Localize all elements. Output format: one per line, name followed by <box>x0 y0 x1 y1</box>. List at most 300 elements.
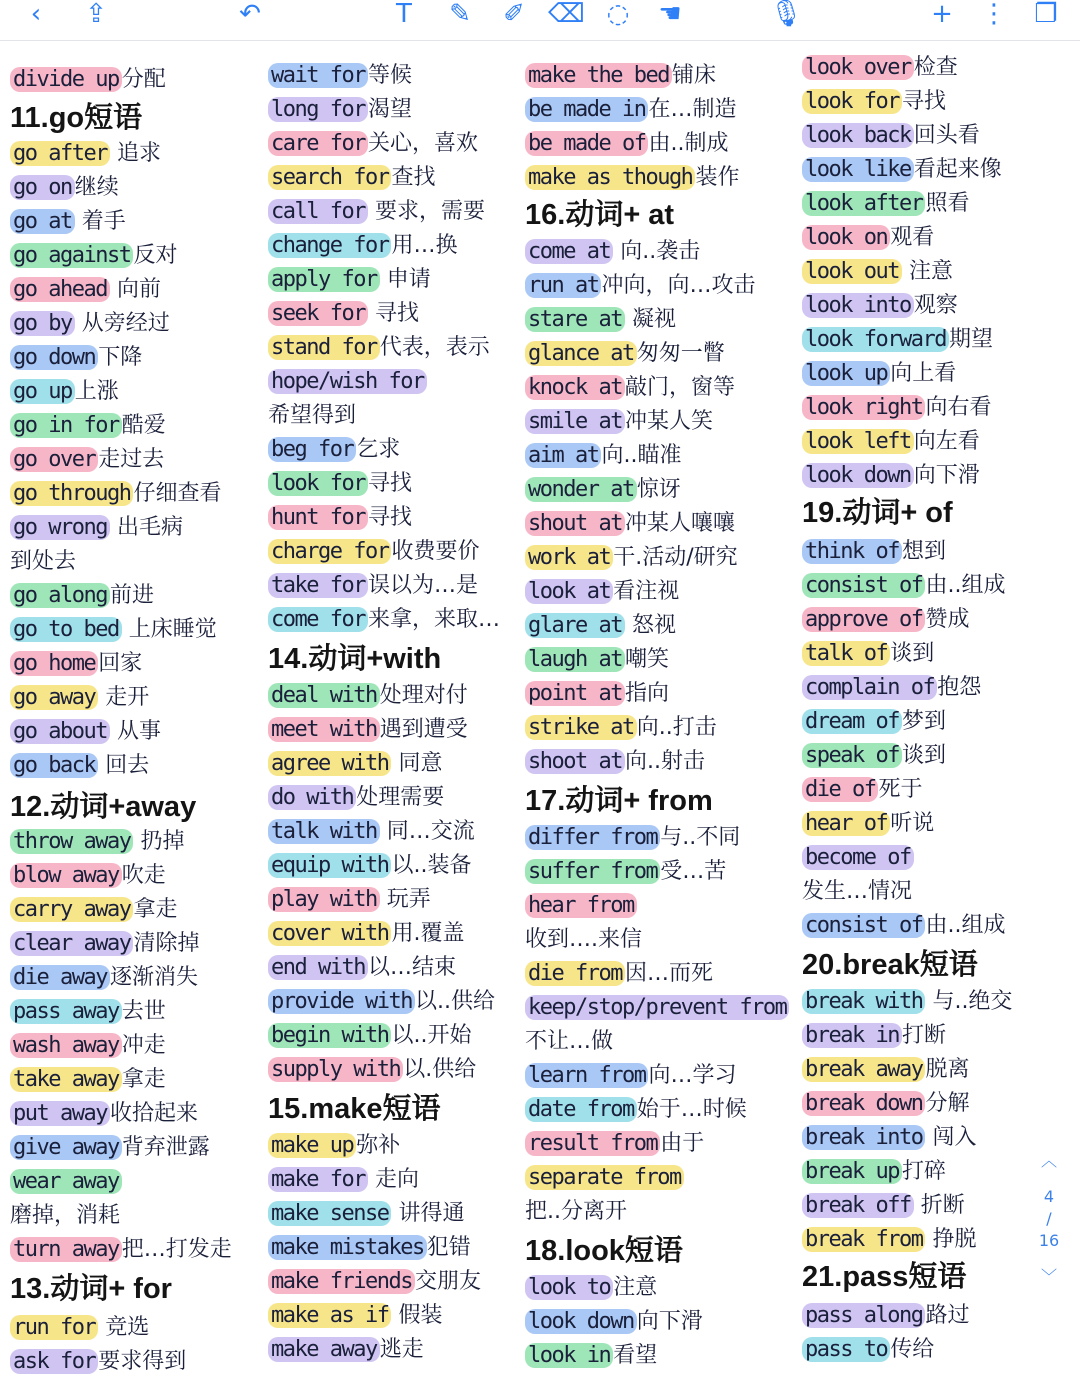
phrase-english: beg for <box>268 437 356 462</box>
phrase-english: look for <box>268 471 368 496</box>
phrase-row <box>802 672 981 703</box>
phrase-chinese: 挣脱 <box>925 1227 977 1252</box>
phrase-chinese: 打断 <box>901 1023 946 1048</box>
phrase-row <box>268 128 478 159</box>
phrase-english: break off <box>802 1193 914 1218</box>
phrase-row <box>10 1098 198 1129</box>
phrase-chinese: 上涨 <box>74 379 119 404</box>
phrase-row <box>10 308 170 339</box>
phrase-row <box>268 196 485 227</box>
phrase-english: knock at <box>525 375 625 400</box>
phrase-chinese: 看起来像 <box>913 157 1002 182</box>
page-indicator <box>1036 1150 1062 1288</box>
phrase-chinese: 指向 <box>624 681 669 706</box>
phrase-english: die from <box>525 961 625 986</box>
phrase-row <box>10 614 217 645</box>
phrase-row <box>802 842 914 873</box>
phrase-row <box>10 1064 166 1095</box>
phrase-english: go over <box>10 447 98 472</box>
phrase-chinese: 清除掉 <box>133 931 200 956</box>
phrase-english: meet with <box>268 717 380 742</box>
phrase-chinese: 犯错 <box>426 1235 471 1260</box>
phrase-row <box>268 60 412 91</box>
phrase-english: suffer from <box>525 859 660 884</box>
section-heading: 19.动词+ of <box>802 497 953 529</box>
phrase-english: go after <box>10 141 110 166</box>
share-icon[interactable]: ⇪ <box>85 0 107 29</box>
phrase-english: blow away <box>10 863 122 888</box>
phrase-english: look like <box>802 157 914 182</box>
phrase-chinese: 用…换 <box>391 233 458 258</box>
phrase-english: go about <box>10 719 110 744</box>
pen-icon[interactable]: ✎ <box>449 0 471 29</box>
phrase-chinese: 在…制造 <box>648 97 737 122</box>
phrase-english: stare at <box>525 307 625 332</box>
phrase-chinese: 希望得到 <box>268 403 357 428</box>
highlighter-icon[interactable]: ✐ <box>503 0 525 29</box>
phrase-english: point at <box>525 681 625 706</box>
phrase-chinese: 把…打发走 <box>121 1237 232 1262</box>
phrase-chinese: 玩弄 <box>379 887 431 912</box>
phrase-english: go on <box>10 175 75 200</box>
phrase-row <box>10 1166 122 1197</box>
current-page: 4 <box>1043 1187 1055 1206</box>
phrase-chinese: 弥补 <box>356 1133 401 1158</box>
page-separator: / <box>1046 1209 1052 1228</box>
phrase-english: put away <box>10 1101 110 1126</box>
phrase-row <box>802 570 1005 601</box>
phrase-chinese: 由..组成 <box>925 573 1006 598</box>
phrase-row <box>525 60 716 91</box>
phrase-english: glare at <box>525 613 625 638</box>
section-heading: 21.pass短语 <box>802 1261 967 1293</box>
phrase-chinese: 向前 <box>109 277 161 302</box>
phrase-english: go down <box>10 345 98 370</box>
phrase-english: look right <box>802 395 925 420</box>
phrase-english: approve of <box>802 607 925 632</box>
phrase-row <box>802 358 956 389</box>
phrase-english: take away <box>10 1067 122 1092</box>
phrase-row <box>802 706 946 737</box>
phrase-chinese: 前进 <box>109 583 154 608</box>
phrase-row <box>10 1200 120 1231</box>
phrase-chinese: 注意 <box>613 1275 658 1300</box>
phrase-chinese: 照看 <box>925 191 970 216</box>
phrase-row <box>10 716 161 747</box>
phrase-row <box>268 1232 471 1263</box>
phrase-row <box>10 1234 232 1265</box>
phrase-row <box>802 1300 969 1331</box>
phrase-row <box>525 1162 684 1193</box>
pages-icon[interactable]: ❐ <box>1034 0 1058 29</box>
section-heading: 12.动词+away <box>10 791 197 823</box>
phrase-chinese: 向..袭击 <box>613 239 701 264</box>
phrase-english: go at <box>10 209 75 234</box>
phrase-chinese: 关心，喜欢 <box>367 131 478 156</box>
section-heading: 20.break短语 <box>802 949 978 981</box>
phrase-row <box>802 1122 976 1153</box>
phrase-chinese: 受…苦 <box>660 859 727 884</box>
phrase-english: hear from <box>525 893 637 918</box>
phrase-chinese: 冲某人笑 <box>624 409 713 434</box>
phrase-row <box>10 342 142 373</box>
phrase-english: make for <box>268 1167 368 1192</box>
phrase-chinese: 要求得到 <box>98 1349 187 1374</box>
phrase-row <box>268 986 495 1017</box>
phrase-english: seek for <box>268 301 368 326</box>
phrase-chinese: 向下滑 <box>636 1309 703 1334</box>
phrase-english: hunt for <box>268 505 368 530</box>
phrase-row <box>10 138 161 169</box>
phrase-row <box>268 952 456 983</box>
phrase-english: look down <box>525 1309 637 1334</box>
phrase-english: look in <box>525 1343 613 1368</box>
phrase-english: wash away <box>10 1033 122 1058</box>
phrase-row <box>10 512 183 543</box>
phrase-chinese: 匆匆一瞥 <box>636 341 725 366</box>
phrase-row <box>802 740 946 771</box>
phrase-chinese: 注意 <box>901 259 953 284</box>
phrase-english: throw away <box>10 829 133 854</box>
phrase-chinese: 看注视 <box>613 579 680 604</box>
phrase-chinese: 嘲笑 <box>624 647 669 672</box>
phrase-row <box>802 1054 969 1085</box>
add-icon[interactable]: + <box>931 0 953 29</box>
phrase-english: keep/stop/prevent from <box>525 995 789 1020</box>
phrase-chinese: 向右看 <box>925 395 992 420</box>
phrase-row <box>268 1020 471 1051</box>
phrase-english: turn away <box>10 1237 122 1262</box>
phrase-english: look into <box>802 293 914 318</box>
phrase-english: begin with <box>268 1023 391 1048</box>
phrase-chinese: 抱怨 <box>937 675 982 700</box>
phrase-row <box>10 206 126 237</box>
more-icon[interactable]: ⋮ <box>981 0 1007 29</box>
phrase-row <box>525 890 637 921</box>
phrase-chinese: 拿走 <box>133 897 178 922</box>
phrase-row <box>802 536 946 567</box>
phrase-english: consist of <box>802 573 925 598</box>
phrase-row <box>268 816 475 847</box>
phrase-english: end with <box>268 955 368 980</box>
phrase-english: shout at <box>525 511 625 536</box>
phrase-row <box>268 468 412 499</box>
phrase-chinese: 追求 <box>109 141 161 166</box>
phrase-chinese: 与..不同 <box>660 825 741 850</box>
phrase-row <box>525 1272 657 1303</box>
phrase-row <box>802 256 953 287</box>
phrase-english: make friends <box>268 1269 415 1294</box>
phrase-english: make mistakes <box>268 1235 427 1260</box>
phrase-chinese: 凝视 <box>624 307 676 332</box>
phrase-chinese: 出毛病 <box>109 515 183 540</box>
phrase-row <box>10 580 154 611</box>
phrase-english: aim at <box>525 443 601 468</box>
phrase-row <box>525 992 789 1023</box>
phrase-row <box>802 426 980 457</box>
phrase-row <box>10 410 166 441</box>
phrase-row <box>525 1196 627 1227</box>
phrase-row <box>525 542 738 573</box>
phrase-chinese: 走向 <box>367 1167 419 1192</box>
phrase-chinese: 期望 <box>948 327 993 352</box>
phrase-row <box>10 240 177 271</box>
phrase-row <box>268 1054 476 1085</box>
phrase-row <box>10 172 119 203</box>
phrase-chinese: 冲某人嚷嚷 <box>624 511 735 536</box>
phrase-chinese: 想到 <box>901 539 946 564</box>
phrase-chinese: 继续 <box>74 175 119 200</box>
phrase-chinese: 磨掉，消耗 <box>10 1203 121 1228</box>
phrase-english: strike at <box>525 715 637 740</box>
phrase-chinese: 与..绝交 <box>925 989 1013 1014</box>
phrase-english: look to <box>525 1275 613 1300</box>
back-icon[interactable]: ‹ <box>30 0 42 29</box>
phrase-row <box>268 1266 481 1297</box>
phrase-english: break from <box>802 1227 925 1252</box>
phrase-row <box>525 576 679 607</box>
phrase-row <box>268 850 471 881</box>
phrase-english: result from <box>525 1131 660 1156</box>
phrase-row <box>525 474 681 505</box>
phrase-chinese: 同意 <box>391 751 443 776</box>
phrase-chinese: 申请 <box>379 267 431 292</box>
phrase-row <box>802 1190 965 1221</box>
phrase-english: go wrong <box>10 515 110 540</box>
phrase-chinese: 讲得通 <box>391 1201 465 1226</box>
phrase-row <box>10 546 76 577</box>
phrase-english: divide up <box>10 67 122 92</box>
phrase-row <box>268 298 419 329</box>
phrase-chinese: 回头看 <box>913 123 980 148</box>
phrase-english: work at <box>525 545 613 570</box>
phrase-english: look on <box>802 225 890 250</box>
phrase-row <box>268 680 468 711</box>
phrase-chinese: 处理对付 <box>379 683 468 708</box>
phrase-row <box>10 682 149 713</box>
phrase-chinese: 以.供给 <box>403 1057 477 1082</box>
phrase-english: hope/wish for <box>268 369 427 394</box>
phrase-row <box>802 1088 969 1119</box>
phrase-english: go up <box>10 379 75 404</box>
phrase-chinese: 用.覆盖 <box>391 921 465 946</box>
phrase-english: differ from <box>525 825 660 850</box>
phrase-english: wait for <box>268 63 368 88</box>
mic-icon[interactable]: 🎙 <box>769 0 803 29</box>
phrase-chinese: 听说 <box>890 811 935 836</box>
phrase-english: smile at <box>525 409 625 434</box>
phrase-row <box>268 1164 419 1195</box>
phrase-row <box>525 924 642 955</box>
phrase-chinese: 等候 <box>367 63 412 88</box>
phrase-chinese: 同…交流 <box>379 819 475 844</box>
phrase-chinese: 怒视 <box>624 613 676 638</box>
phrase-row <box>802 1334 934 1365</box>
phrase-row <box>10 1030 166 1061</box>
phrase-english: talk of <box>802 641 890 666</box>
phrase-chinese: 逃走 <box>379 1337 424 1362</box>
phrase-chinese: 着手 <box>74 209 126 234</box>
phrase-english: speak of <box>802 743 902 768</box>
phrase-row <box>525 270 756 301</box>
phrase-row <box>802 774 923 805</box>
phrase-english: play with <box>268 887 380 912</box>
section-heading: 16.动词+ at <box>525 199 675 231</box>
phrase-row <box>525 236 700 267</box>
phrase-english: go away <box>10 685 98 710</box>
phrase-row <box>268 536 479 567</box>
phrase-row <box>525 856 726 887</box>
phrase-english: go ahead <box>10 277 110 302</box>
phrase-row <box>525 304 676 335</box>
phrase-row <box>268 782 444 813</box>
phrase-chinese: 装作 <box>695 165 740 190</box>
phrase-chinese: 收费要价 <box>391 539 480 564</box>
phrase-chinese: 敲门，窗等 <box>624 375 735 400</box>
phrase-row <box>10 1312 149 1343</box>
phrase-chinese: 收拾起来 <box>109 1101 198 1126</box>
phrase-english: think of <box>802 539 902 564</box>
phrase-chinese: 把..分离开 <box>525 1199 627 1224</box>
phrase-english: pass to <box>802 1337 890 1362</box>
phrase-chinese: 以..供给 <box>414 989 495 1014</box>
phrase-chinese: 由..组成 <box>925 913 1006 938</box>
phrase-english: call for <box>268 199 368 224</box>
phrase-english: change for <box>268 233 391 258</box>
section-heading: 15.make短语 <box>268 1093 441 1125</box>
phrase-chinese: 寻找 <box>367 471 412 496</box>
phrase-english: make as though <box>525 165 695 190</box>
phrase-chinese: 向上看 <box>890 361 957 386</box>
phrase-chinese: 向…学习 <box>648 1063 737 1088</box>
phrase-english: make up <box>268 1133 356 1158</box>
phrase-chinese: 干.活动/研究 <box>613 545 738 570</box>
phrase-english: break in <box>802 1023 902 1048</box>
phrase-english: die away <box>10 965 110 990</box>
phrase-chinese: 遇到遭受 <box>379 717 468 742</box>
phrase-english: do with <box>268 785 356 810</box>
phrase-row <box>268 604 500 635</box>
phrase-chinese: 打碎 <box>901 1159 946 1184</box>
phrase-english: look after <box>802 191 925 216</box>
phrase-row <box>525 508 735 539</box>
phrase-row <box>525 958 713 989</box>
phrase-row <box>525 94 736 125</box>
phrase-english: look forward <box>802 327 949 352</box>
phrase-chinese: 从事 <box>109 719 161 744</box>
phrase-chinese: 渴望 <box>367 97 412 122</box>
text-icon[interactable]: T <box>396 0 412 29</box>
page-up-icon[interactable]: ︿ <box>1040 1151 1057 1170</box>
phrase-chinese: 闯入 <box>925 1125 977 1150</box>
phrase-english: consist of <box>802 913 925 938</box>
phrase-english: stand for <box>268 335 380 360</box>
phrase-chinese: 竞选 <box>98 1315 150 1340</box>
phrase-row <box>525 746 705 777</box>
phrase-english: break into <box>802 1125 925 1150</box>
phrase-english: laugh at <box>525 647 625 672</box>
phrase-row <box>10 1346 186 1377</box>
phrase-row <box>525 128 728 159</box>
phrase-english: run for <box>10 1315 98 1340</box>
phrase-chinese: 铺床 <box>671 63 716 88</box>
phrase-row <box>802 290 958 321</box>
page-down-icon[interactable]: ﹀ <box>1040 1267 1057 1286</box>
phrase-chinese: 不让…做 <box>525 1029 614 1054</box>
phrase-english: look out <box>802 259 902 284</box>
phrase-row <box>525 712 717 743</box>
phrase-row <box>268 366 427 397</box>
phrase-row <box>268 434 400 465</box>
phrase-english: break away <box>802 1057 925 1082</box>
phrase-chinese: 上床睡觉 <box>121 617 217 642</box>
phrase-chinese: 看望 <box>613 1343 658 1368</box>
phrase-row <box>802 1224 976 1255</box>
phrase-chinese: 反对 <box>133 243 178 268</box>
phrase-row <box>10 444 164 475</box>
hand-icon[interactable]: ☚ <box>658 0 682 29</box>
phrase-row <box>802 876 912 907</box>
phrase-chinese: 惊讶 <box>636 477 681 502</box>
phrase-chinese: 观察 <box>913 293 958 318</box>
phrase-chinese: 死于 <box>878 777 923 802</box>
phrase-english: look left <box>802 429 914 454</box>
phrase-chinese: 到处去 <box>10 549 77 574</box>
phrase-chinese: 以…结束 <box>367 955 456 980</box>
phrase-chinese: 谈到 <box>901 743 946 768</box>
phrase-english: become of <box>802 845 914 870</box>
phrase-row <box>802 986 1012 1017</box>
phrase-chinese: 向下滑 <box>913 463 980 488</box>
phrase-row <box>268 884 431 915</box>
phrase-english: look up <box>802 361 890 386</box>
phrase-row <box>802 86 946 117</box>
phrase-english: go in for <box>10 413 122 438</box>
undo-icon[interactable]: ↶ <box>239 0 261 29</box>
phrase-english: hear of <box>802 811 890 836</box>
phrase-english: clear away <box>10 931 133 956</box>
phrase-chinese: 扔掉 <box>133 829 185 854</box>
phrase-row <box>268 162 435 193</box>
section-heading: 17.动词+ from <box>525 785 713 817</box>
lasso-icon[interactable]: ◌ <box>606 0 630 29</box>
phrase-row <box>268 570 478 601</box>
phrase-chinese: 梦到 <box>901 709 946 734</box>
phrase-chinese: 逐渐消失 <box>109 965 198 990</box>
phrase-english: cover with <box>268 921 391 946</box>
phrase-row <box>525 1094 747 1125</box>
phrase-row <box>525 1340 657 1371</box>
phrase-english: go along <box>10 583 110 608</box>
eraser-icon[interactable]: ⌫ <box>548 0 585 29</box>
phrase-row <box>10 1132 210 1163</box>
phrase-chinese: 谈到 <box>890 641 935 666</box>
phrase-chinese: 处理需要 <box>356 785 445 810</box>
phrase-english: pass along <box>802 1303 925 1328</box>
phrase-row <box>802 154 1002 185</box>
phrase-english: date from <box>525 1097 637 1122</box>
phrase-chinese: 向左看 <box>913 429 980 454</box>
phrase-english: go by <box>10 311 75 336</box>
phrase-row <box>802 1156 946 1187</box>
section-heading: 13.动词+ for <box>10 1273 172 1305</box>
phrase-row <box>10 478 221 509</box>
phrase-chinese: 因…而死 <box>624 961 713 986</box>
phrase-row <box>525 644 669 675</box>
phrase-row <box>268 332 490 363</box>
phrase-chinese: 寻找 <box>901 89 946 114</box>
phrase-row <box>525 1128 704 1159</box>
